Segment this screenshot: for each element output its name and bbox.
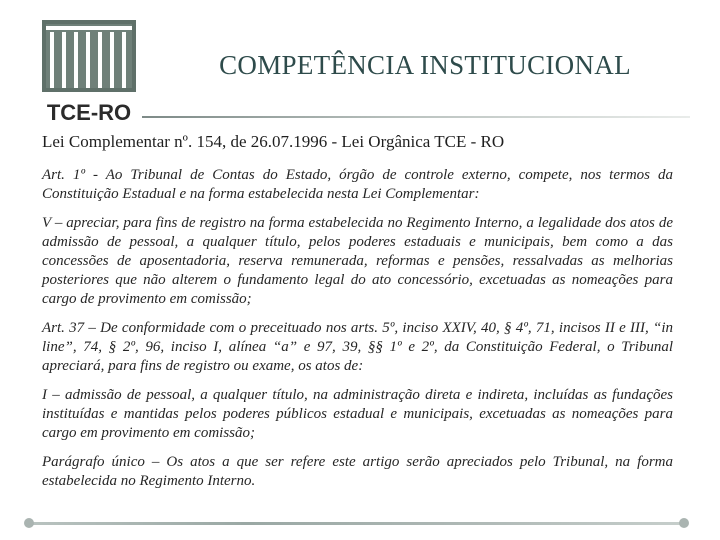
paragraph-inciso-v: V – apreciar, para fins de registro na forma estabelecida no Regimento Interno, a legalidade dos atos de admissão de pessoal, a qualquer título, pelos poderes estaduais e municipais, bem como a das concessões de aposentadoria, reserva remunerada, reformas e pensões, ressalvadas as melhorias posteriores que não alterem o fundamento legal do ato concessório, excetuadas as nomeações para cargo de provimento em comissão; — [42, 215, 673, 307]
paragraph-art-37: Art. 37 – De conformidade com o preceituado nos arts. 5º, inciso XXIV, 40, § 4º, 71, incisos II e III, “in line”, 74, § 2º, 96, inciso I, alínea “a” e 97, 39, §§ 1º e 2º, da Constituição Federal, o Tribunal apreciará, para fins de registro ou exame, os atos de: — [42, 320, 673, 374]
footer-divider — [28, 522, 683, 525]
document-body — [42, 166, 673, 499]
logo-text: TCE-RO — [46, 100, 132, 124]
footer-dot-right-icon — [679, 518, 689, 528]
page-title: COMPETÊNCIA INSTITUCIONAL — [219, 50, 631, 80]
title-divider — [142, 116, 690, 118]
tce-ro-logo — [36, 16, 142, 124]
paragraph-paragrafo-unico: Parágrafo único – Os atos a que ser refere este artigo serão apreciados pelo Tribunal, na forma estabelecida no Regimento Interno. — [42, 454, 673, 489]
paragraph-art-1: Art. 1º - Ao Tribunal de Contas do Estado, órgão de controle externo, compete, nos termos da Constituição Estadual e na forma estabelecida nesta Lei Complementar: — [42, 167, 673, 202]
logo-emblem-icon — [42, 20, 136, 92]
footer-dot-left-icon — [24, 518, 34, 528]
law-reference: Lei Complementar nº. 154, de 26.07.1996 - Lei Orgânica TCE - RO — [42, 132, 505, 151]
paragraph-inciso-i: I – admissão de pessoal, a qualquer título, na administração direta e indireta, incluídas as fundações instituídas e mantidas pelos poderes públicos estadual e municipais, excetuadas as nomeações para cargo em provimento em comissão; — [42, 387, 673, 441]
